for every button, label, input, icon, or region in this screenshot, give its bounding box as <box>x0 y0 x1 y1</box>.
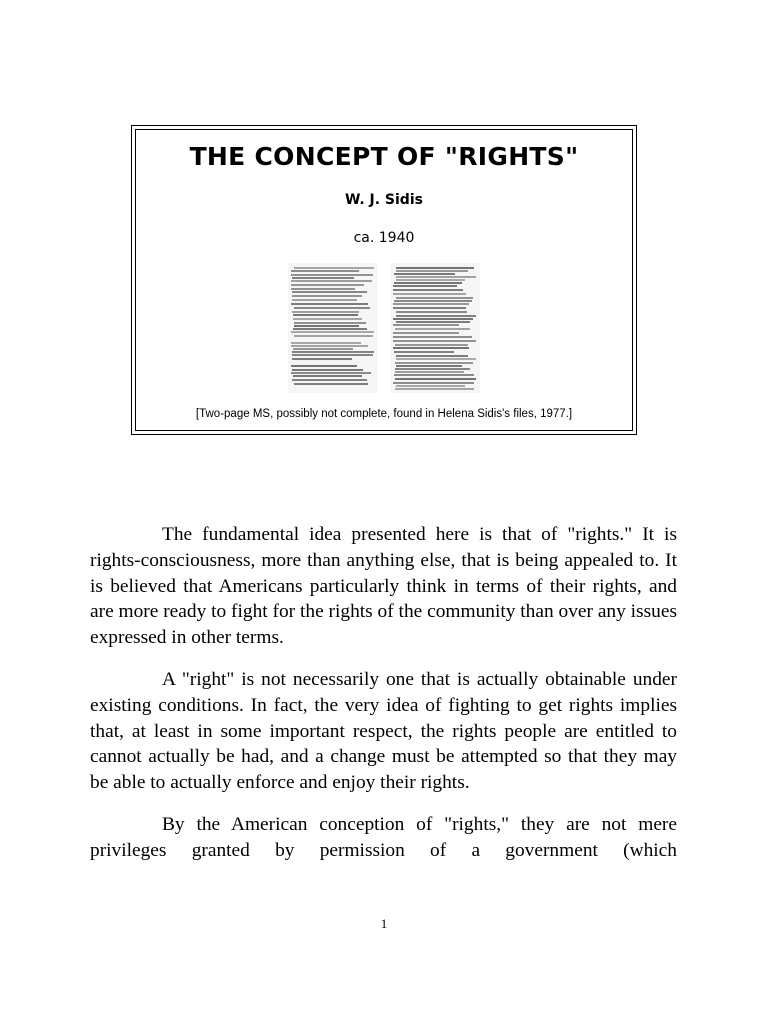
manuscript-text-line <box>291 280 372 282</box>
manuscript-text-line <box>294 325 359 327</box>
manuscript-text-line <box>294 267 374 269</box>
manuscript-text-line <box>394 351 454 353</box>
document-title: THE CONCEPT OF "RIGHTS" <box>189 142 579 171</box>
manuscript-text-line <box>291 274 373 276</box>
manuscript-text-line <box>395 371 464 373</box>
manuscript-text-line <box>396 321 470 323</box>
manuscript-text-line <box>291 270 359 272</box>
manuscript-text-line <box>291 342 361 344</box>
manuscript-page-2-thumbnail <box>390 263 480 393</box>
manuscript-text-line <box>293 375 362 377</box>
manuscript-text-line <box>291 284 364 286</box>
manuscript-text-line <box>393 307 466 309</box>
manuscript-text-line <box>393 303 469 305</box>
manuscript-text-line <box>395 344 468 346</box>
manuscript-text-line <box>396 276 476 278</box>
manuscript-text-line <box>396 358 476 360</box>
manuscript-text-line <box>396 355 468 357</box>
manuscript-text-line <box>294 383 368 385</box>
manuscript-text-line <box>292 295 362 297</box>
paragraph-3: By the American conception of "rights," they are not mere privileges granted by permission of a government (which <box>90 813 677 861</box>
manuscript-text-line <box>393 324 459 326</box>
manuscript-text-line <box>293 348 353 350</box>
manuscript-text-line <box>396 297 473 299</box>
manuscript-text-line <box>393 318 473 320</box>
manuscript-text-line <box>393 336 472 338</box>
manuscript-text-line <box>396 365 462 367</box>
manuscript-text-line <box>393 332 459 334</box>
title-box <box>131 125 637 435</box>
manuscript-text-line <box>396 311 467 313</box>
manuscript-text-line <box>393 347 469 349</box>
manuscript-text-line <box>291 365 357 367</box>
manuscript-text-line <box>291 372 371 374</box>
manuscript-text-line <box>396 279 465 281</box>
manuscript-text-line <box>292 379 367 381</box>
manuscript-text-line <box>294 307 370 309</box>
manuscript-text-line <box>394 282 462 284</box>
manuscript-text-line <box>395 378 476 380</box>
manuscript-text-line <box>395 368 470 370</box>
page-number: 1 <box>380 916 388 931</box>
manuscript-text-line <box>291 303 368 305</box>
manuscript-text-line <box>396 315 476 317</box>
manuscript-text-line <box>292 311 359 313</box>
manuscript-text-line <box>292 354 373 356</box>
manuscript-text-line <box>293 314 358 316</box>
manuscript-text-line <box>292 369 363 371</box>
manuscript-text-line <box>292 358 352 360</box>
manuscript-text-line <box>393 293 466 295</box>
manuscript-text-line <box>294 335 373 337</box>
manuscript-text-line <box>394 374 474 376</box>
manuscript-note: [Two-page MS, possibly not complete, found in Helena Sidis's files, 1977.] <box>195 408 573 420</box>
manuscript-text-line <box>393 285 457 287</box>
manuscript-text-line <box>395 328 470 330</box>
manuscript-text-line <box>396 267 474 269</box>
manuscript-text-line <box>293 318 362 320</box>
manuscript-pages-icon <box>288 263 484 393</box>
manuscript-text-line <box>393 382 474 384</box>
document-date: ca. 1940 <box>353 230 415 246</box>
manuscript-page-1-thumbnail <box>288 263 378 393</box>
manuscript-text-line <box>393 289 463 291</box>
manuscript-text-line <box>395 362 473 364</box>
manuscript-text-line <box>394 300 472 302</box>
body-text <box>90 522 677 880</box>
manuscript-text-line <box>393 340 476 342</box>
manuscript-text-line <box>396 385 465 387</box>
manuscript-text-line <box>291 288 355 290</box>
manuscript-text-line <box>396 270 468 272</box>
manuscript-text-line <box>292 277 354 279</box>
manuscript-text-line <box>292 351 374 353</box>
manuscript-text-line <box>292 299 357 301</box>
paragraph-1: The fundamental idea presented here is that of "rights." It is rights-consciousness, more than anything else, that is being appealed to. It is believed that Americans particularly think in terms of their rights, and are more ready to fight for the rights of the community than over any issues expressed in other terms. <box>90 524 677 649</box>
manuscript-text-line <box>292 291 367 293</box>
document-author: W. J. Sidis <box>345 192 423 208</box>
paragraph-2: A "right" is not necessarily one that is actually obtainable under existing conditions. In fact, the very idea of fighting to get rights implies that, at least in some important respect, the rights people are entitled to cannot actually be had, and a change must be attempted so that they may be able to actually enforce and enjoy their rights. <box>90 668 677 794</box>
manuscript-text-line <box>291 345 368 347</box>
title-box-inner-border <box>135 129 633 431</box>
manuscript-text-line <box>291 331 374 333</box>
manuscript-text-line <box>293 328 367 330</box>
manuscript-text-line <box>294 322 366 324</box>
manuscript-text-line <box>395 388 474 390</box>
manuscript-text-line <box>394 273 455 275</box>
